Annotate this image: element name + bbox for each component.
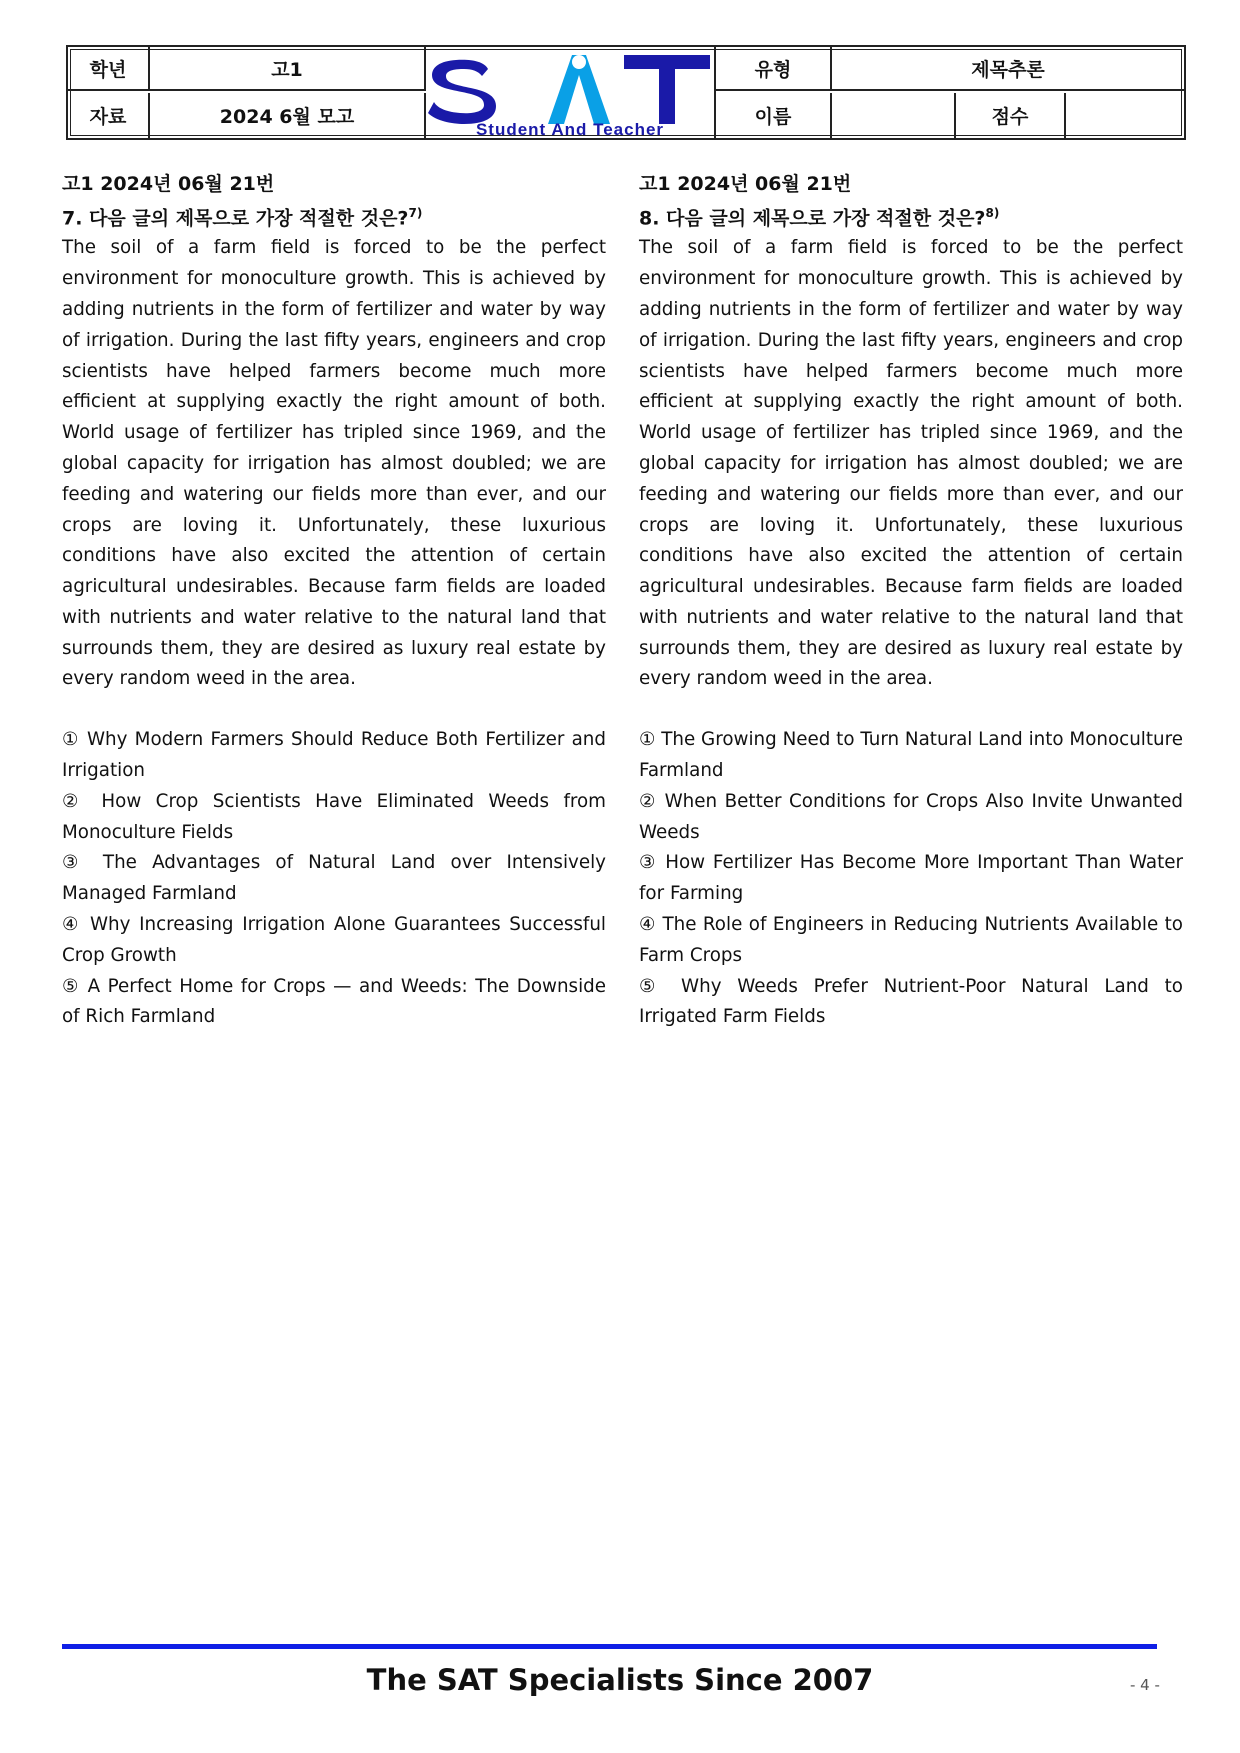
option-2[interactable]: ② How Crop Scientists Have Eliminated Weeds from Monoculture Fields bbox=[62, 790, 606, 843]
question-source: 고1 2024년 06월 21번 bbox=[62, 173, 275, 195]
question-title: 7. 다음 글의 제목으로 가장 적절한 것은?$^{7)}$ bbox=[62, 206, 423, 230]
page-number: - 4 - bbox=[1130, 1676, 1160, 1694]
logo-subtitle: Student And Teacher bbox=[475, 120, 665, 138]
source-label: 자료 bbox=[68, 93, 150, 138]
option-4[interactable]: ④ Why Increasing Irrigation Alone Guarantees Successful Crop Growth bbox=[62, 914, 606, 966]
type-label: 유형 bbox=[716, 47, 832, 91]
option-3[interactable]: ③ How Fertilizer Has Become More Important Than Water for Farming bbox=[639, 852, 1183, 905]
grade-value: 고1 bbox=[150, 47, 426, 91]
question-8 bbox=[639, 170, 1183, 1033]
question-title: 8. 다음 글의 제목으로 가장 적절한 것은?$^{8)}$ bbox=[639, 206, 1000, 230]
option-1[interactable]: ① Why Modern Farmers Should Reduce Both Fertilizer and Irrigation bbox=[62, 729, 606, 782]
footnote-mark: 7) bbox=[408, 206, 423, 220]
sat-logo bbox=[426, 47, 716, 138]
passage: The soil of a farm field is forced to be the perfect environment for monoculture growth. This is achieved by adding nutrients in the form of fertilizer and water by way of irrigation. During the last fifty years, engineers and crop scientists have helped farmers become much more efficient at supplying exactly the right amount of both. World usage of fertilizer has tripled since 1969, and the global capacity for irrigation has almost doubled; we are feeding and watering our fields more than ever, and our crops are loving it. Unfortunately, these luxurious conditions have also excited the attention of certain agricultural undesirables. Because farm fields are loaded with nutrients and water relative to the natural land that surrounds them, they are desired as luxury real estate by every random weed in the area. bbox=[62, 237, 606, 690]
footnote-mark: 8) bbox=[985, 206, 1000, 220]
answer-options bbox=[639, 725, 1183, 1033]
score-field[interactable] bbox=[1066, 93, 1184, 138]
type-value: 제목추론 bbox=[832, 47, 1184, 91]
option-3[interactable]: ③ The Advantages of Natural Land over Intensively Managed Farmland bbox=[62, 852, 606, 905]
option-2[interactable]: ② When Better Conditions for Crops Also Invite Unwanted Weeds bbox=[639, 790, 1183, 843]
footer-divider bbox=[62, 1644, 1157, 1649]
passage: The soil of a farm field is forced to be the perfect environment for monoculture growth. This is achieved by adding nutrients in the form of fertilizer and water by way of irrigation. During the last fifty years, engineers and crop scientists have helped farmers become much more efficient at supplying exactly the right amount of both. World usage of fertilizer has tripled since 1969, and the global capacity for irrigation has almost doubled; we are feeding and watering our fields more than ever, and our crops are loving it. Unfortunately, these luxurious conditions have also excited the attention of certain agricultural undesirables. Because farm fields are loaded with nutrients and water relative to the natural land that surrounds them, they are desired as luxury real estate by every random weed in the area. bbox=[639, 237, 1183, 690]
option-1[interactable]: ① The Growing Need to Turn Natural Land into Monoculture Farmland bbox=[639, 729, 1183, 782]
header-table bbox=[66, 45, 1186, 140]
option-5[interactable]: ⑤ Why Weeds Prefer Nutrient-Poor Natural Land to Irrigated Farm Fields bbox=[639, 975, 1183, 1028]
name-label: 이름 bbox=[716, 93, 832, 138]
name-field[interactable] bbox=[832, 93, 956, 138]
footer-slogan: The SAT Specialists Since 2007 bbox=[366, 1663, 874, 1697]
score-label: 점수 bbox=[956, 93, 1066, 138]
question-7 bbox=[62, 170, 606, 1033]
grade-label: 학년 bbox=[68, 47, 150, 91]
answer-options bbox=[62, 725, 606, 1033]
option-5[interactable]: ⑤ A Perfect Home for Crops — and Weeds: The Downside of Rich Farmland bbox=[62, 975, 606, 1028]
question-source: 고1 2024년 06월 21번 bbox=[639, 173, 852, 195]
option-4[interactable]: ④ The Role of Engineers in Reducing Nutrients Available to Farm Crops bbox=[639, 914, 1183, 966]
source-value: 2024 6월 모고 bbox=[150, 93, 426, 138]
